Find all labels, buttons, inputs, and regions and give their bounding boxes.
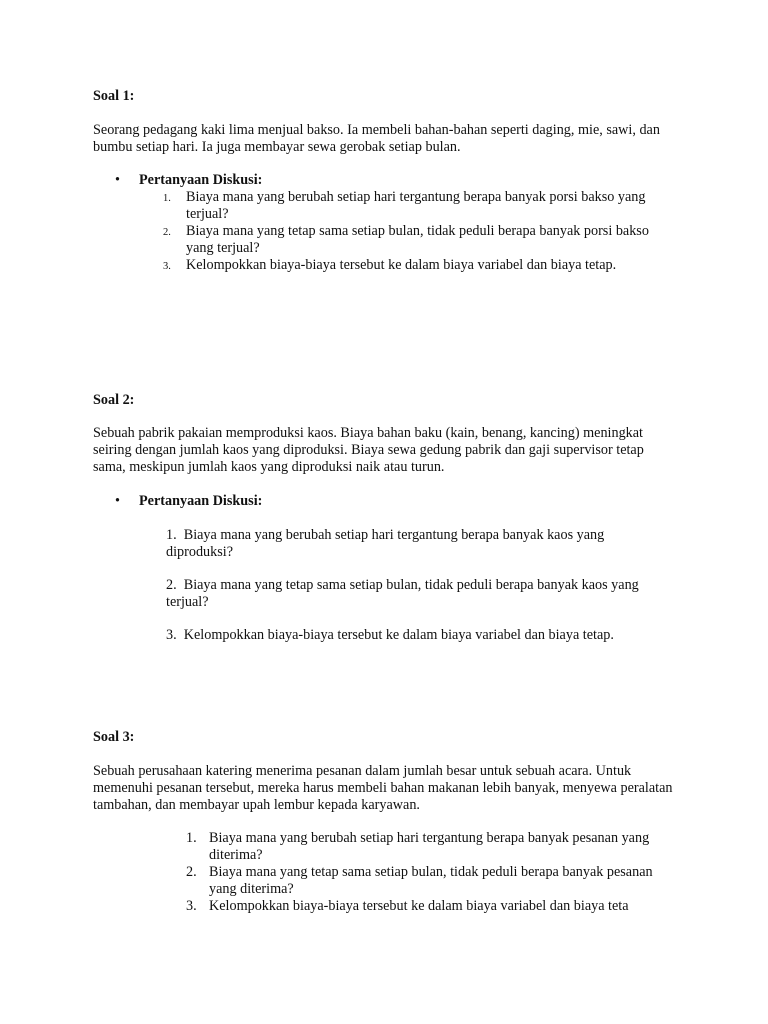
- list-number: 1.: [166, 527, 177, 543]
- question-text: Biaya mana yang tetap sama setiap bulan, tidak peduli berapa banyak porsi bakso yang terjual?: [186, 223, 649, 256]
- list-item: [163, 223, 663, 257]
- question-text: Biaya mana yang tetap sama setiap bulan, tidak peduli berapa banyak pesanan yang diterima?: [209, 864, 653, 897]
- list-item: [166, 527, 656, 561]
- question-text: Kelompokkan biaya-biaya tersebut ke dalam biaya variabel dan biaya teta: [209, 898, 629, 914]
- list-number: 2.: [186, 864, 197, 880]
- soal-2-heading: Soal 2:: [93, 392, 135, 408]
- question-text: Kelompokkan biaya-biaya tersebut ke dalam biaya variabel dan biaya tetap.: [183, 627, 614, 643]
- list-number: 2.: [166, 577, 177, 593]
- list-number: 2.: [163, 227, 171, 238]
- soal-3-body: Sebuah perusahaan katering menerima pesanan dalam jumlah besar untuk sebuah acara. Untuk memenuhi pesanan tersebut, mereka harus membeli bahan makanan lebih banyak, menyewa peralatan tambahan, dan membayar upah lembur kepada karyawan.: [93, 763, 673, 813]
- question-text: Kelompokkan biaya-biaya tersebut ke dalam biaya variabel dan biaya tetap.: [186, 257, 617, 273]
- list-item: [163, 257, 663, 274]
- list-item: [163, 189, 663, 223]
- list-item: [166, 627, 656, 644]
- list-number: 3.: [163, 261, 171, 272]
- soal-2-body: Sebuah pabrik pakaian memproduksi kaos. Biaya bahan baku (kain, benang, kancing) meningkat seiring dengan jumlah kaos yang diproduksi. Biaya sewa gedung pabrik dan gaji supervisor tetap sama, meskipun jumlah kaos yang diproduksi naik atau turun.: [93, 425, 644, 475]
- list-number: 3.: [186, 898, 197, 914]
- bullet-icon: •: [115, 172, 120, 188]
- question-text: Biaya mana yang berubah setiap hari tergantung berapa banyak kaos yang diproduksi?: [166, 527, 605, 560]
- soal-1-discussion-label: Pertanyaan Diskusi:: [139, 172, 263, 188]
- soal-3-question-list: [186, 830, 676, 915]
- soal-3-heading: Soal 3:: [93, 729, 135, 745]
- soal-1-body: Seorang pedagang kaki lima menjual bakso. Ia membeli bahan-bahan seperti daging, mie, sawi, dan bumbu setiap hari. Ia juga membayar sewa gerobak setiap bulan.: [93, 122, 660, 155]
- list-item: [166, 577, 656, 611]
- soal-2-discussion-label: Pertanyaan Diskusi:: [139, 493, 263, 509]
- list-number: 3.: [166, 627, 177, 643]
- soal-1-heading: Soal 1:: [93, 88, 135, 104]
- question-text: Biaya mana yang berubah setiap hari tergantung berapa banyak pesanan yang diterima?: [209, 830, 650, 863]
- question-text: Biaya mana yang tetap sama setiap bulan, tidak peduli berapa banyak kaos yang terjual?: [166, 577, 639, 610]
- list-item: [186, 898, 676, 915]
- list-number: 1.: [186, 830, 197, 846]
- soal-1-question-list: [163, 189, 663, 274]
- list-item: [186, 830, 676, 864]
- question-text: Biaya mana yang berubah setiap hari tergantung berapa banyak porsi bakso yang terjual?: [186, 189, 646, 222]
- list-number: 1.: [163, 193, 171, 204]
- bullet-icon: •: [115, 493, 120, 509]
- list-item: [186, 864, 676, 898]
